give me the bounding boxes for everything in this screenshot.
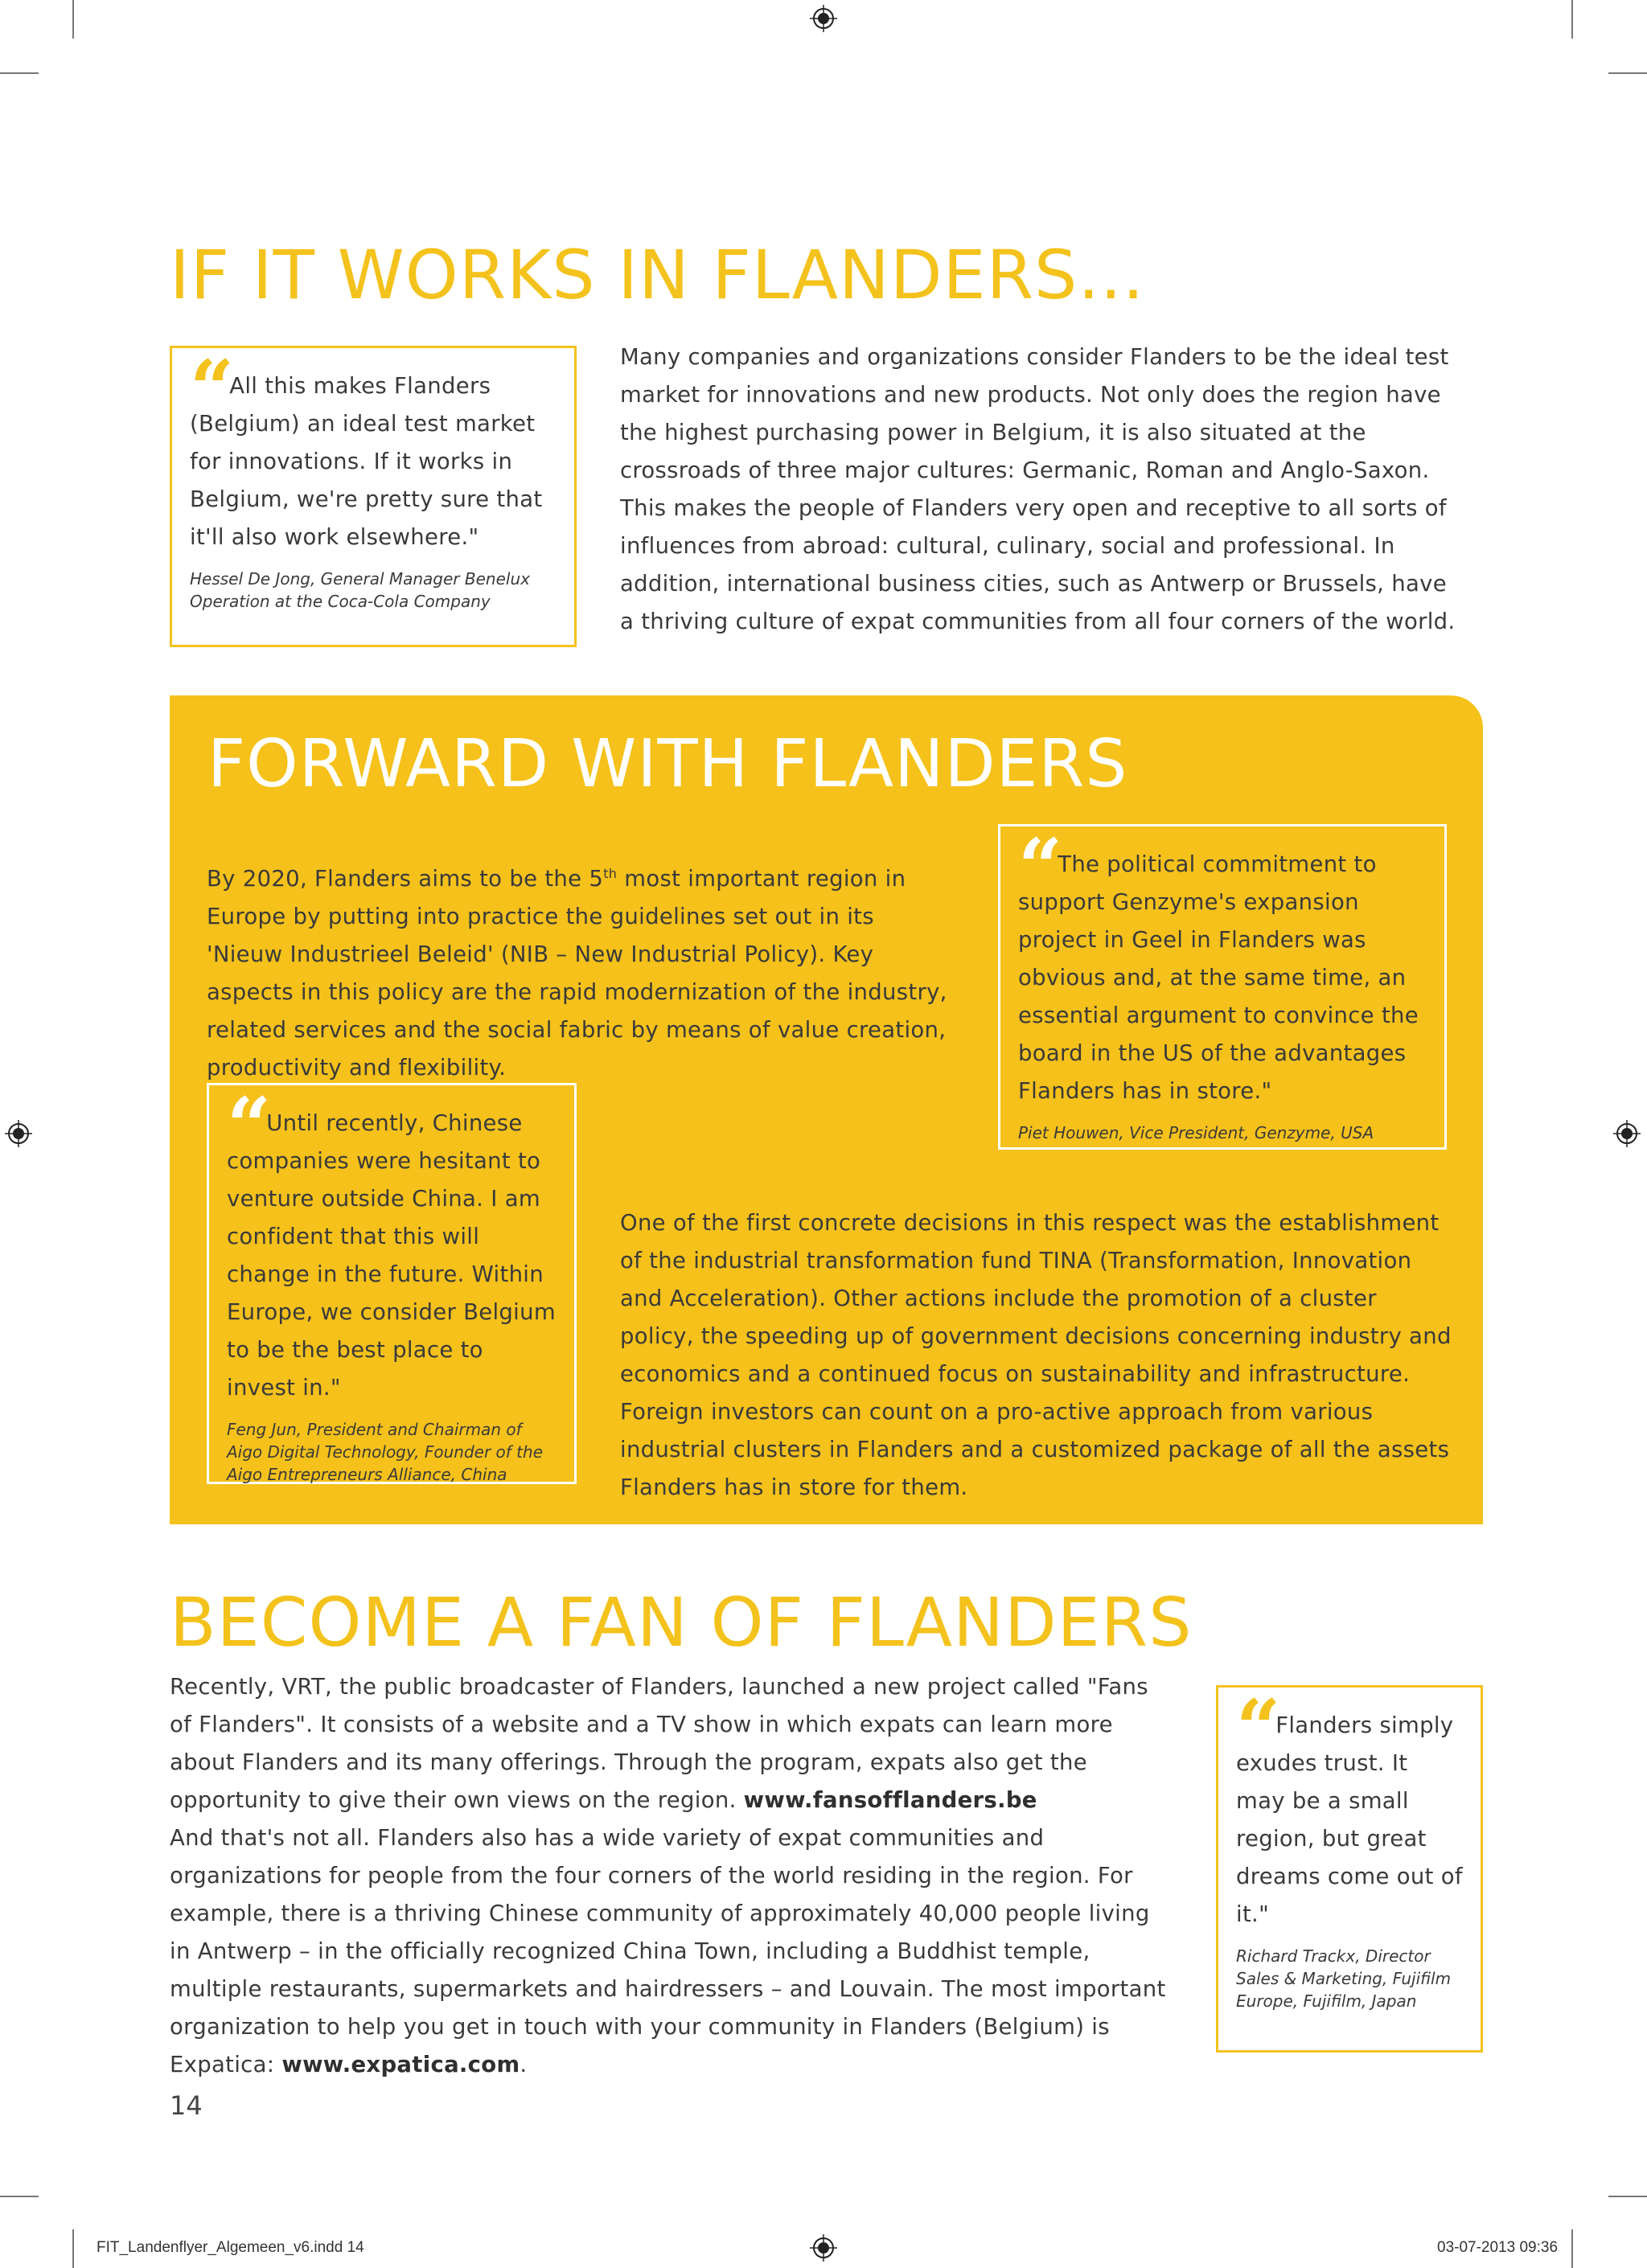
crop-mark <box>1571 2229 1573 2268</box>
quote-mark-icon: “ <box>190 343 228 434</box>
section-heading-forward: FORWARD WITH FLANDERS <box>207 726 1128 802</box>
quote-box-fujifilm <box>1216 1685 1483 2053</box>
registration-mark-icon <box>810 2234 837 2262</box>
quote-box-coca-cola <box>170 343 577 647</box>
page-number: 14 <box>170 2090 203 2121</box>
quote-text: “All this makes Flanders (Belgium) an ideal test market for innovations. If it works in Belgium, we're pretty sure that it'll also work elsewhere." <box>190 343 543 550</box>
section-heading-if-it-works: IF IT WORKS IN FLANDERS... <box>170 236 1145 314</box>
section3-body: Recently, VRT, the public broadcaster of Flanders, launched a new project called "Fans of Flanders". It consists of a website and a TV show in which expats can learn more about Flanders and its many offerings. Through the program, expats also get the opportunity to give their own views on the region. www.fansofflanders.be And that's not all. Flanders also has a wide variety of expat communities and organizations for people from the four corners of the world residing in the region. For example, there is a thriving Chinese community of approximately 40,000 people living in Antwerp – in the officially recognized China Town, including a Buddhist temple, multiple restaurants, supermarkets and hairdressers – and Louvain. The most important organization to help you get in touch with your community in Flanders (Belgium) is Expatica: www.expatica.com. <box>170 1674 1166 2077</box>
footer-date: 03-07-2013 09:36 <box>1437 2239 1559 2256</box>
crop-mark <box>0 72 39 74</box>
expatica-link[interactable]: www.expatica.com <box>281 2052 520 2077</box>
registration-mark-icon <box>1613 1120 1641 1147</box>
quote-text: “Until recently, Chinese companies were hesitant to venture outside China. I am confident that this will change in the future. Within Europe, we consider Belgium to be the best place to invest in." <box>227 1081 556 1401</box>
quote-mark-icon: “ <box>1236 1683 1275 1774</box>
quote-box-genzyme <box>998 824 1447 1150</box>
crop-mark <box>1608 72 1647 74</box>
superscript: th <box>603 866 618 881</box>
quote-attribution: Richard Trackx, Director Sales & Marketing, Fujifilm Europe, Fujifilm, Japan <box>1236 1946 1452 2011</box>
crop-mark <box>72 0 74 39</box>
quote-mark-icon: “ <box>1018 822 1057 913</box>
quote-mark-icon: “ <box>227 1081 265 1171</box>
quote-text: “Flanders simply exudes trust. It may be a small region, but great dreams come out of it." <box>1236 1683 1463 1927</box>
quote-text: “The political commitment to support Genzyme's expansion project in Geel in Flanders was obvious and, at the same time, an essential argument to convince the board in the US of the advantages Flanders has in store." <box>1018 822 1419 1104</box>
section2-body-tina: One of the first concrete decisions in this respect was the establishment of the industrial transformation fund TINA (Transformation, Innovation and Acceleration). Other actions include the promotion of a cluster policy, the speeding up of government decisions concerning industry and economics and a continued focus on sustainability and infrastructure. Foreign investors can count on a pro-active approach from various industrial clusters in Flanders and a customized package of all the assets Flanders has in store for them. <box>620 1210 1452 1500</box>
section1-body: Many companies and organizations consider Flanders to be the ideal test market for innovations and new products. Not only does the region have the highest purchasing power in Belgium, it is also situated at the crossroads of three major cultures: Germanic, Roman and Anglo-Saxon. This makes the people of Flanders very open and receptive to all sorts of influences from abroad: cultural, culinary, social and professional. In addition, international business cities, such as Antwerp or Brussels, have a thriving culture of expat communities from all four corners of the world. <box>620 344 1456 634</box>
quote-attribution: Piet Houwen, Vice President, Genzyme, USA <box>1018 1123 1374 1142</box>
crop-mark <box>72 2229 74 2268</box>
registration-mark-icon <box>810 5 837 32</box>
footer-filename: FIT_Landenflyer_Algemeen_v6.indd 14 <box>97 2239 364 2256</box>
crop-mark <box>1571 0 1573 39</box>
section-heading-become-a-fan: BECOME A FAN OF FLANDERS <box>170 1583 1193 1662</box>
fansofflanders-link[interactable]: www.fansofflanders.be <box>743 1787 1037 1813</box>
quote-box-aigo <box>207 1083 577 1484</box>
quote-attribution: Feng Jun, President and Chairman of Aigo Digital Technology, Founder of the Aigo Entrepreneurs Alliance, China <box>227 1420 543 1484</box>
registration-mark-icon <box>5 1120 32 1147</box>
section2-body-intro: By 2020, Flanders aims to be the 5th most important region in Europe by putting into practice the guidelines set out in its 'Nieuw Industrieel Beleid' (NIB – New Industrial Policy). Key aspects in this policy are the rapid modernization of the industry, related services and the social fabric by means of value creation, productivity and flexibility. <box>207 866 947 1081</box>
crop-mark <box>0 2196 39 2197</box>
quote-attribution: Hessel De Jong, General Manager Benelux Operation at the Coca-Cola Company <box>190 569 530 611</box>
crop-mark <box>1608 2196 1647 2197</box>
